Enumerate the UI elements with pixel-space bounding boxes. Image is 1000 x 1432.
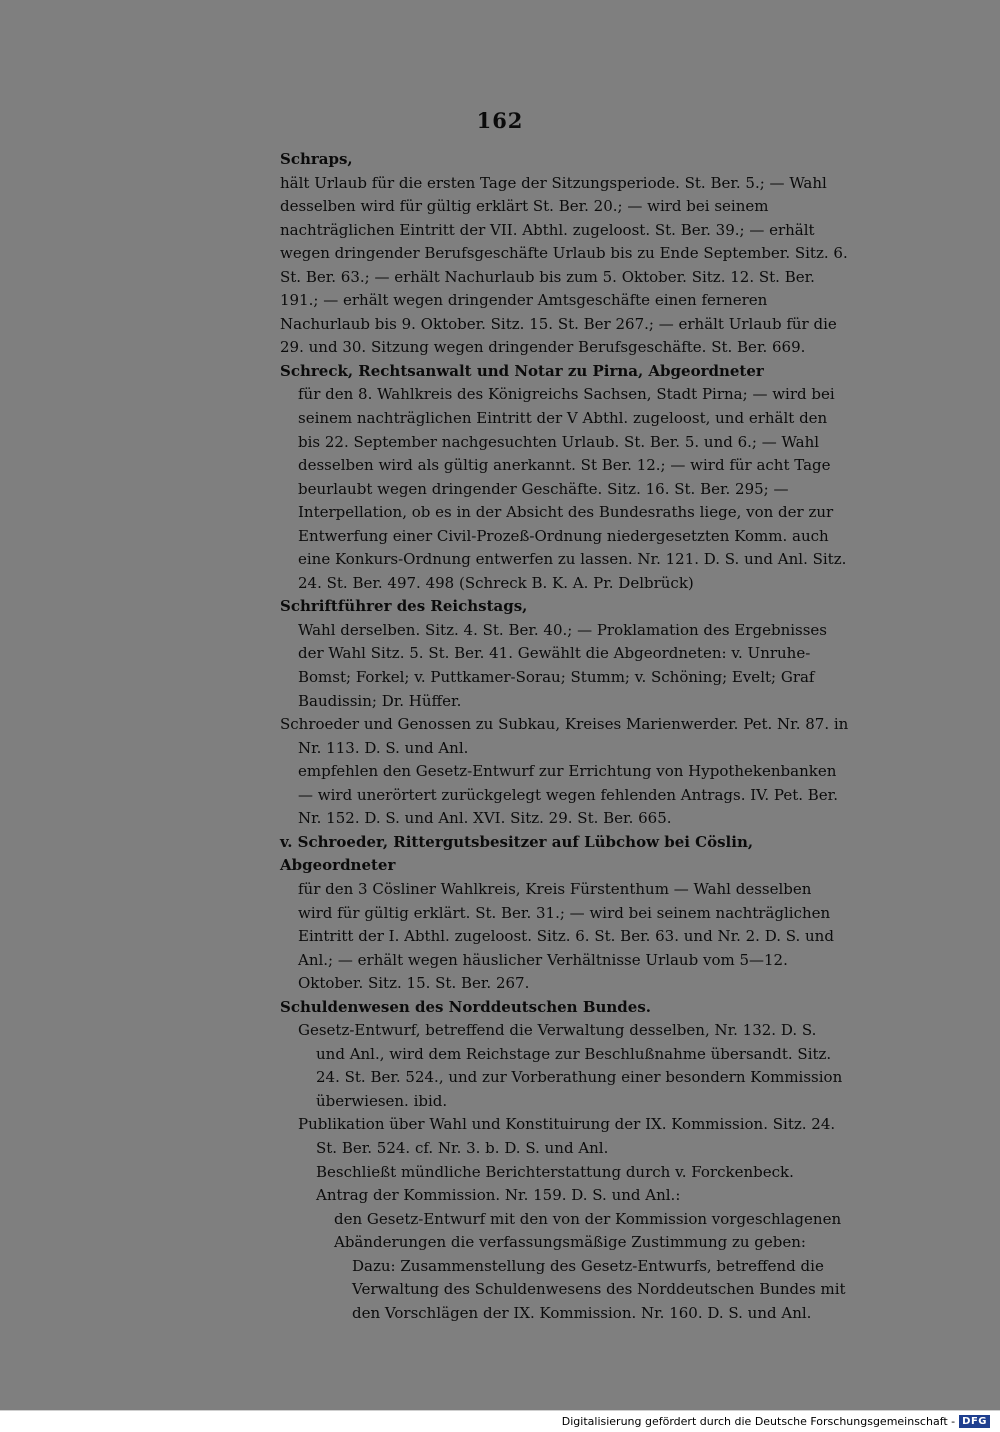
dfg-logo-icon: DFG [959,1415,990,1428]
entry-heading: v. Schroeder, Rittergutsbesitzer auf Lübchow bei Cöslin, Abgeordneter [280,832,754,875]
entry-text: Wahl derselben. Sitz. 4. St. Ber. 40.; — Proklamation des Ergebnisses der Wahl Sitz. 5. St. Ber. 41. Gewählt die Abgeordneten: v. Unruhe-Bomst; Forkel; v. Puttkamer-Sorau; Stumm; v. Schöning; Evelt; Graf Baudissin; Dr. Hüffer. [298,620,827,710]
footer-bar [0,1410,1000,1432]
entry-v-schroeder [280,831,850,996]
footer-text: Digitalisierung gefördert durch die Deutsche Forschungsgemeinschaft - [561,1415,956,1428]
entry-text: für den 3 Cösliner Wahlkreis, Kreis Fürstenthum — Wahl desselben wird für gültig erklärt. St. Ber. 31.; — wird bei seinem nachträglichen Eintritt der I. Abthl. zugeloost. Sitz. 6. St. Ber. 63. und Nr. 2. D. S. und Anl.; — erhält wegen häuslicher Verhältnisse Urlaub vom 5—12. Oktober. Sitz. 15. St. Ber. 267. [298,879,834,993]
entry-heading: Schroeder und Genossen zu Subkau, Kreises Marienwerder. Pet. Nr. 87. in Nr. 113. D. S. und Anl. [280,715,849,757]
entry-text: für den 8. Wahlkreis des Königreichs Sachsen, Stadt Pirna; — wird bei seinem nachträglichen Eintritt der V Abthl. zugeloost, und erhält den bis 22. September nachgesuchten Urlaub. St. Ber. 5. und 6.; — Wahl desselben wird als gültig anerkannt. St Ber. 12.; — wird für acht Tage beurlaubt wegen dringender Geschäfte. Sitz. 16. St. Ber. 295; — Interpellation, ob es in der Absicht des Bundesraths liege, von der zur Entwerfung einer Civil-Prozeß-Ordnung niedergesetzten Komm. auch eine Konkurs-Ordnung entwerfen zu lassen. Nr. 121. D. S. und Anl. Sitz. 24. St. Ber. 497. 498 (Schreck B. K. A. Pr. Delbrück) [298,385,847,592]
entry-schreck [280,360,850,595]
entry-heading: Schraps, [280,150,353,168]
page-number: 162 [476,108,524,133]
entry-schraps [280,148,850,360]
entry-subitem: Beschließt mündliche Berichterstattung durch v. Forckenbeck. [316,1162,794,1181]
entry-subitem: den Gesetz-Entwurf mit den von der Kommission vorgeschlagenen Abänderungen die verfassungsmäßige Zustimmung zu geben: [334,1209,842,1252]
entry-subitem: Dazu: Zusammenstellung des Gesetz-Entwurfs, betreffend die Verwaltung des Schuldenwesens des Norddeutschen Bundes mit den Vorschlägen der IX. Kommission. Nr. 160. D. S. und Anl. [352,1256,846,1322]
entry-subitem: Antrag der Kommission. Nr. 159. D. S. und Anl.: [316,1186,681,1205]
entry-heading: Schriftführer des Reichstags, [280,597,528,616]
entry-heading: Schreck, Rechtsanwalt und Notar zu Pirna, Abgeordneter [280,361,764,380]
entry-subitem: Publikation über Wahl und Konstituirung der IX. Kommission. Sitz. 24. St. Ber. 524. cf. Nr. 3. b. D. S. und Anl. [298,1115,836,1157]
entry-schuldenwesen [280,996,850,1326]
register-entries [280,148,850,1325]
entry-text: hält Urlaub für die ersten Tage der Sitzungsperiode. St. Ber. 5.; — Wahl desselben wird für gültig erklärt St. Ber. 20.; — wird bei seinem nachträglichen Eintritt der VII. Abthl. zugeloost. St. Ber. 39.; — erhält wegen dringender Berufsgeschäfte Urlaub bis zu Ende September. Sitz. 6. St. Ber. 63.; — erhält Nachurlaub bis zum 5. Oktober. Sitz. 12. St. Ber. 191.; — erhält wegen dringender Amtsgeschäfte einen ferneren Nachurlaub bis 9. Oktober. Sitz. 15. St. Ber 267.; — erhält Urlaub für die 29. und 30. Sitzung wegen dringender Berufsgeschäfte. St. Ber. 669. [280,173,848,357]
entry-subitem: Gesetz-Entwurf, betreffend die Verwaltung desselben, Nr. 132. D. S. und Anl., wird dem Reichstage zur Beschlußnahme übersandt. Sitz. 24. St. Ber. 524., und zur Vorberathung einer besondern Kommission überwiesen. ibid. [298,1021,843,1110]
entry-text: empfehlen den Gesetz-Entwurf zur Errichtung von Hypothekenbanken — wird unerörtert zurückgelegt wegen fehlenden Antrags. IV. Pet. Ber. Nr. 152. D. S. und Anl. XVI. Sitz. 29. St. Ber. 665. [298,762,838,828]
entry-schroeder-genossen [280,713,850,831]
entry-schriftfuehrer [280,595,850,713]
entry-heading: Schuldenwesen des Norddeutschen Bundes. [280,997,652,1016]
